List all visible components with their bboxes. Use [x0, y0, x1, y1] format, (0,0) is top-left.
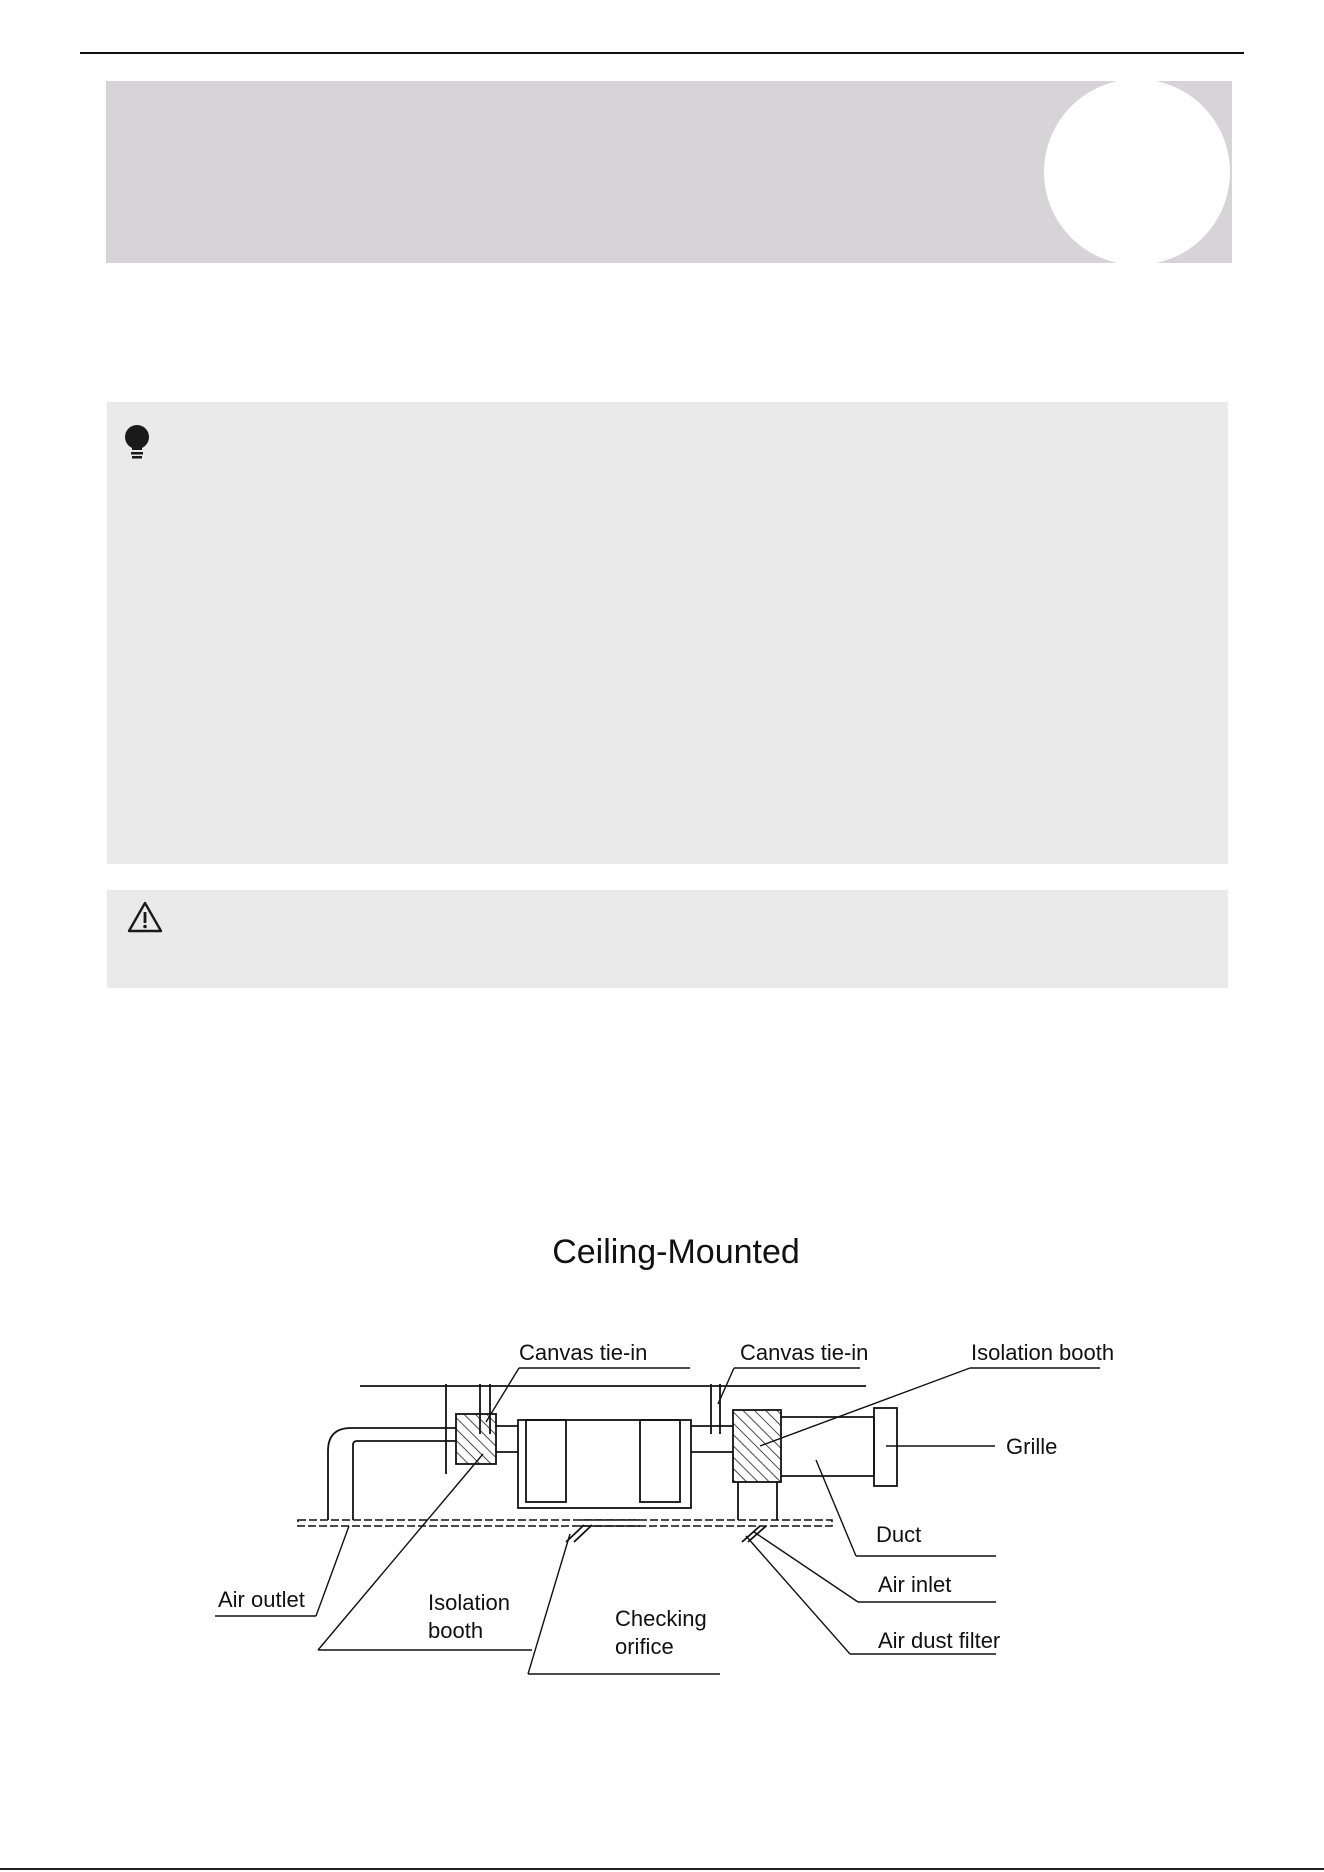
label-air-inlet: Air inlet: [878, 1572, 952, 1597]
diagram-title: Ceiling-Mounted: [552, 1233, 800, 1271]
unit-body: [480, 1384, 720, 1508]
isolation-booth-left: [456, 1414, 496, 1464]
ceiling-lines: [360, 1384, 866, 1474]
label-grille: Grille: [1006, 1434, 1058, 1459]
label-isolation-booth-left-line2: booth: [428, 1618, 484, 1643]
label-checking-orifice-line1: Checking: [615, 1606, 707, 1631]
isolation-booth-right: [733, 1410, 781, 1482]
top-rule: [80, 52, 1244, 54]
label-canvas-tie-in-right: Canvas tie-in: [740, 1340, 869, 1365]
ceiling-mounted-diagram: [200, 1230, 1160, 1690]
duct: [781, 1408, 897, 1486]
ceiling-panel: [298, 1520, 832, 1526]
air-dust-filter: [742, 1526, 766, 1542]
warning-box: [107, 890, 1228, 988]
warning-triangle-icon: [126, 900, 164, 934]
section-header-band: [106, 81, 1232, 263]
bottom-rule: [0, 1868, 1324, 1870]
label-isolation-booth-left-line1: Isolation: [428, 1590, 510, 1615]
label-air-outlet: Air outlet: [218, 1587, 305, 1612]
lightbulb-icon: [123, 424, 151, 460]
label-air-dust-filter: Air dust filter: [878, 1628, 1001, 1653]
label-checking-orifice-line2: orifice: [615, 1634, 674, 1659]
section-number-disc: [1044, 81, 1230, 263]
checking-orifice-cover: [566, 1525, 592, 1542]
note-box: [107, 402, 1228, 864]
connectors: [496, 1426, 733, 1452]
label-canvas-tie-in-left: Canvas tie-in: [519, 1340, 648, 1365]
label-duct: Duct: [876, 1522, 922, 1547]
label-isolation-booth-right: Isolation booth: [971, 1340, 1115, 1365]
